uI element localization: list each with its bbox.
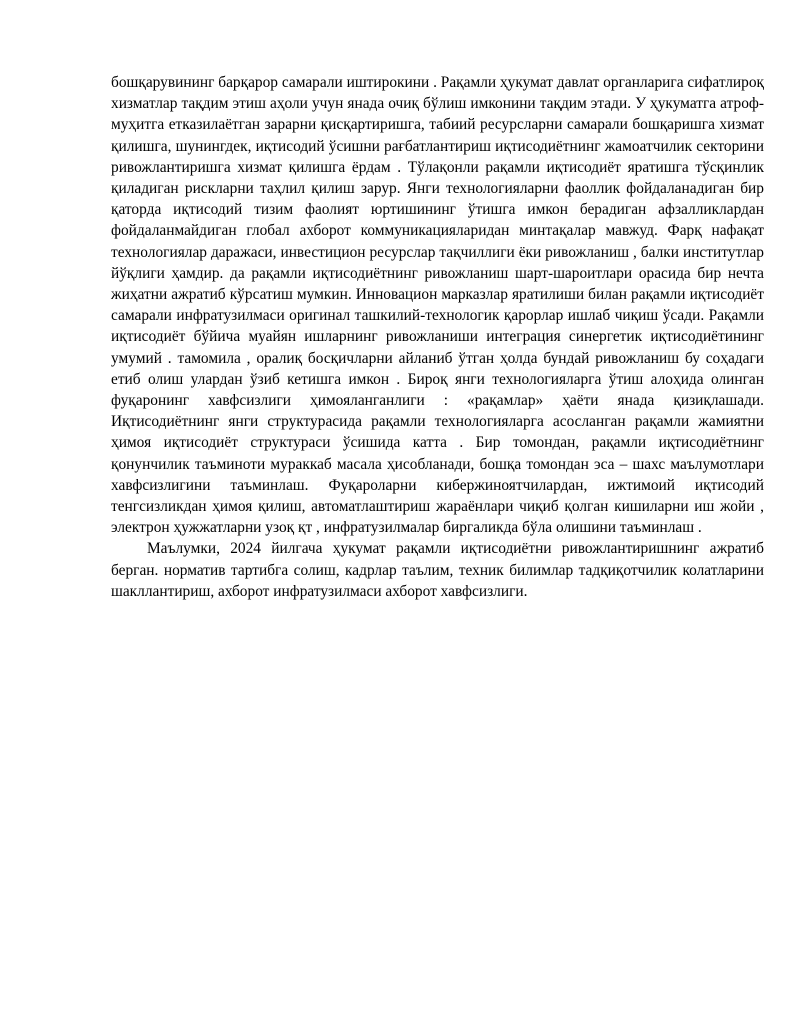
paragraph-indented: Маълумки, 2024 йилгача ҳукумат рақамли иқтисодиётни ривожлантиришнинг ажратиб берган. норматив тартибга солиш, кадрлар таълим, техник билимлар тадқиқотчилик колатларини шакллантириш, ахборот инфратузилмаси ахборот хавфсизлиги. (111, 540, 764, 600)
paragraph-continued: бошқарувининг барқарор самарали иштирокини . Рақамли ҳукумат давлат органларига сифатлироқ хизматлар тақдим этиш аҳоли учун янада очиқ бўлиш имконини тақдим этади. У ҳукуматга атроф-муҳитга етказилаётган зарарни қисқартиришга, табиий ресурсларни самарали бошқаришга хизмат қилишга, шунингдек, иқтисодий ўсишни рағбатлантириш иқтисодиётнинг жамоатчилик секторини ривожлантиришга хизмат қилишга ёрдам . Тўлақонли рақамли иқтисодиёт яратишга тўсқинлик қиладиган рискларни таҳлил қилиш зарур. Янги технологияларни фаоллик фойдаланадиган бир қаторда иқтисодий тизим фаолият юртишининг ўтишга имкон берадиган афзалликлардан фойдаланмайдиган глобал ахборот коммуникацияларидан минтақалар мавжуд. Фарқ нафақат технологиялар даражаси, инвестицион ресурслар тақчиллиги ёки ривожланиш , балки институтлар йўқлиги ҳамдир. да рақамли иқтисодиётнинг ривожланиш шарт-шароитлари орасида бир нечта жиҳатни ажратиб кўрсатиш мумкин. Инновацион марказлар яратилиши билан рақамли иқтисодиёт самарали инфратузилмаси оригинал ташкилий-технологик қарорлар ишлаб чиқиш ўсади. Рақамли иқтисодиёт бўйича муайян ишларнинг ривожланиши интеграция синергетик иқтисодиётининг умумий . тамомила , оралиқ босқичларни айланиб ўтган ҳолда бундай ривожланиш бу соҳадаги етиб олиш улардан ўзиб кетишга имкон . Бироқ янги технологияларга ўтиш алоҳида олинган фуқаронинг хавфсизлиги ҳимояланганлиги : «рақамлар» ҳаёти янада қизиқлашади. Иқтисодиётнинг янги структурасида рақамли технологияларга асосланган рақамли жамиятни ҳимоя иқтисодиёт структураси ўсишида катта . Бир томондан, рақамли иқтисодиётнинг қонунчилик таъминоти мураккаб масала ҳисобланади, бошқа томондан эса – шахс маълумотлари хавфсизлигини таъминлаш. Фуқароларни кибержиноятчилардан, ижтимоий иқтисодий тенгсизликдан ҳимоя қилиш, автоматлаштириш жараёнлари чиқиб қолган кишиларни иш жойи , электрон ҳужжатларни узоқ қт , инфратузилмалар биргаликда бўла олишини таъминлаш . (111, 74, 764, 537)
body-text (111, 72, 764, 602)
